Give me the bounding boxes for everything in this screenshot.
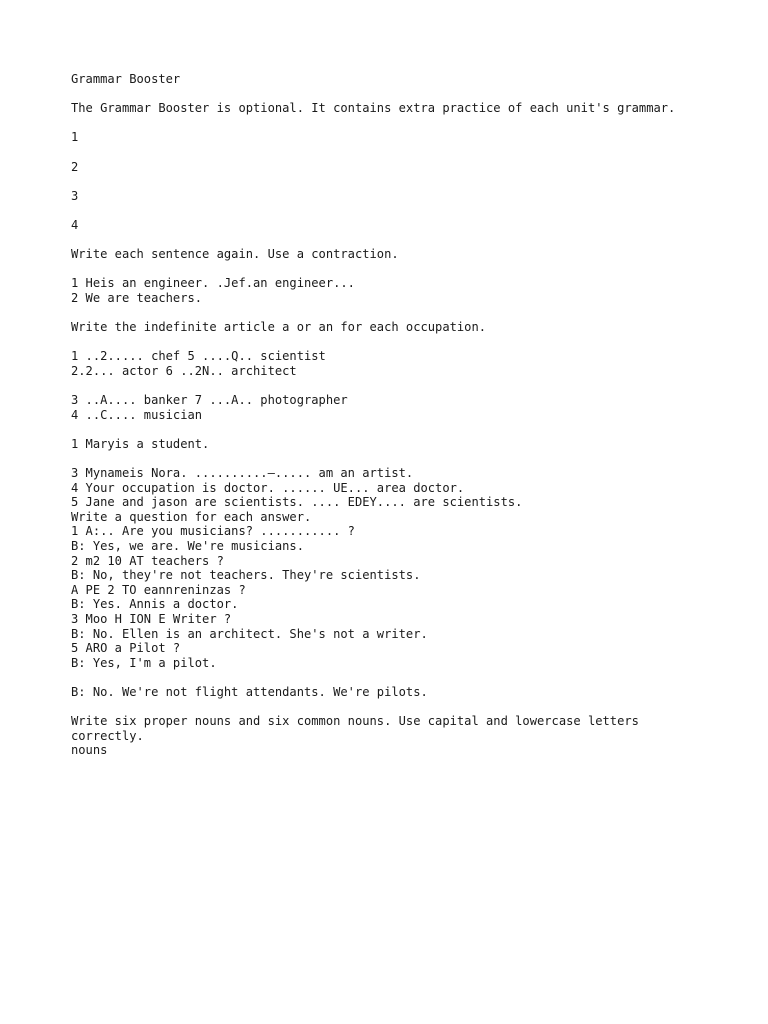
question-item: B: Yes. Annis a doctor.	[71, 597, 239, 612]
contraction-instruction: Write each sentence again. Use a contraction.	[71, 247, 399, 262]
intro-text: The Grammar Booster is optional. It contains extra practice of each unit's grammar.	[71, 101, 676, 116]
question-item: A PE 2 TO eannreninzas ?	[71, 582, 246, 597]
question-item: 3 Moo H ION E Writer ?	[71, 611, 232, 626]
question-item: B: Yes, we are. We're musicians.	[71, 539, 304, 553]
document-title: Grammar Booster	[71, 72, 181, 86]
article-item: 3 ..A.... banker 7 ...A.. photographer	[71, 393, 348, 408]
document-page	[71, 72, 711, 758]
nouns-instruction: Write six proper nouns and six common nouns. Use capital and lowercase letters correctly.	[71, 714, 647, 743]
article-item: 1 ..2..... chef 5 ....Q.. scientist	[71, 349, 326, 364]
section-number: 4	[71, 217, 79, 232]
question-instruction: Write a question for each answer.	[71, 509, 312, 524]
question-item: 1 A:.. Are you musicians? ........... ?	[71, 524, 355, 539]
be-item: 5 Jane and jason are scientists. .... EDEY.... are scientists.	[71, 495, 523, 510]
question-item: B: Yes, I'm a pilot.	[71, 655, 217, 670]
section-number: 2	[71, 159, 79, 174]
question-item: B: No, they're not teachers. They're scientists.	[71, 568, 421, 583]
contraction-item: 1 Heis an engineer. .Jef.an engineer...	[71, 276, 355, 291]
be-item: 3 Mynameis Nora. ..........—..... am an artist.	[71, 466, 414, 481]
question-item: B: No. Ellen is an architect. She's not a writer.	[71, 626, 428, 641]
article-instruction: Write the indefinite article a or an for each occupation.	[71, 320, 487, 335]
question-item: 5 ARO a Pilot ?	[71, 641, 181, 656]
be-item: 4 Your occupation is doctor. ...... UE... area doctor.	[71, 480, 465, 495]
article-item: 4 ..C.... musician	[71, 407, 203, 422]
nouns-label: nouns	[71, 743, 108, 758]
article-item: 2.2... actor 6 ..2N.. architect	[71, 363, 297, 378]
question-item: 2 m2 10 AT teachers ?	[71, 553, 224, 568]
question-item: B: No. We're not flight attendants. We're pilots.	[71, 684, 428, 699]
be-item: 1 Maryis a student.	[71, 436, 210, 451]
section-number: 3	[71, 188, 79, 203]
section-number: 1	[71, 130, 79, 145]
contraction-item: 2 We are teachers.	[71, 290, 203, 305]
